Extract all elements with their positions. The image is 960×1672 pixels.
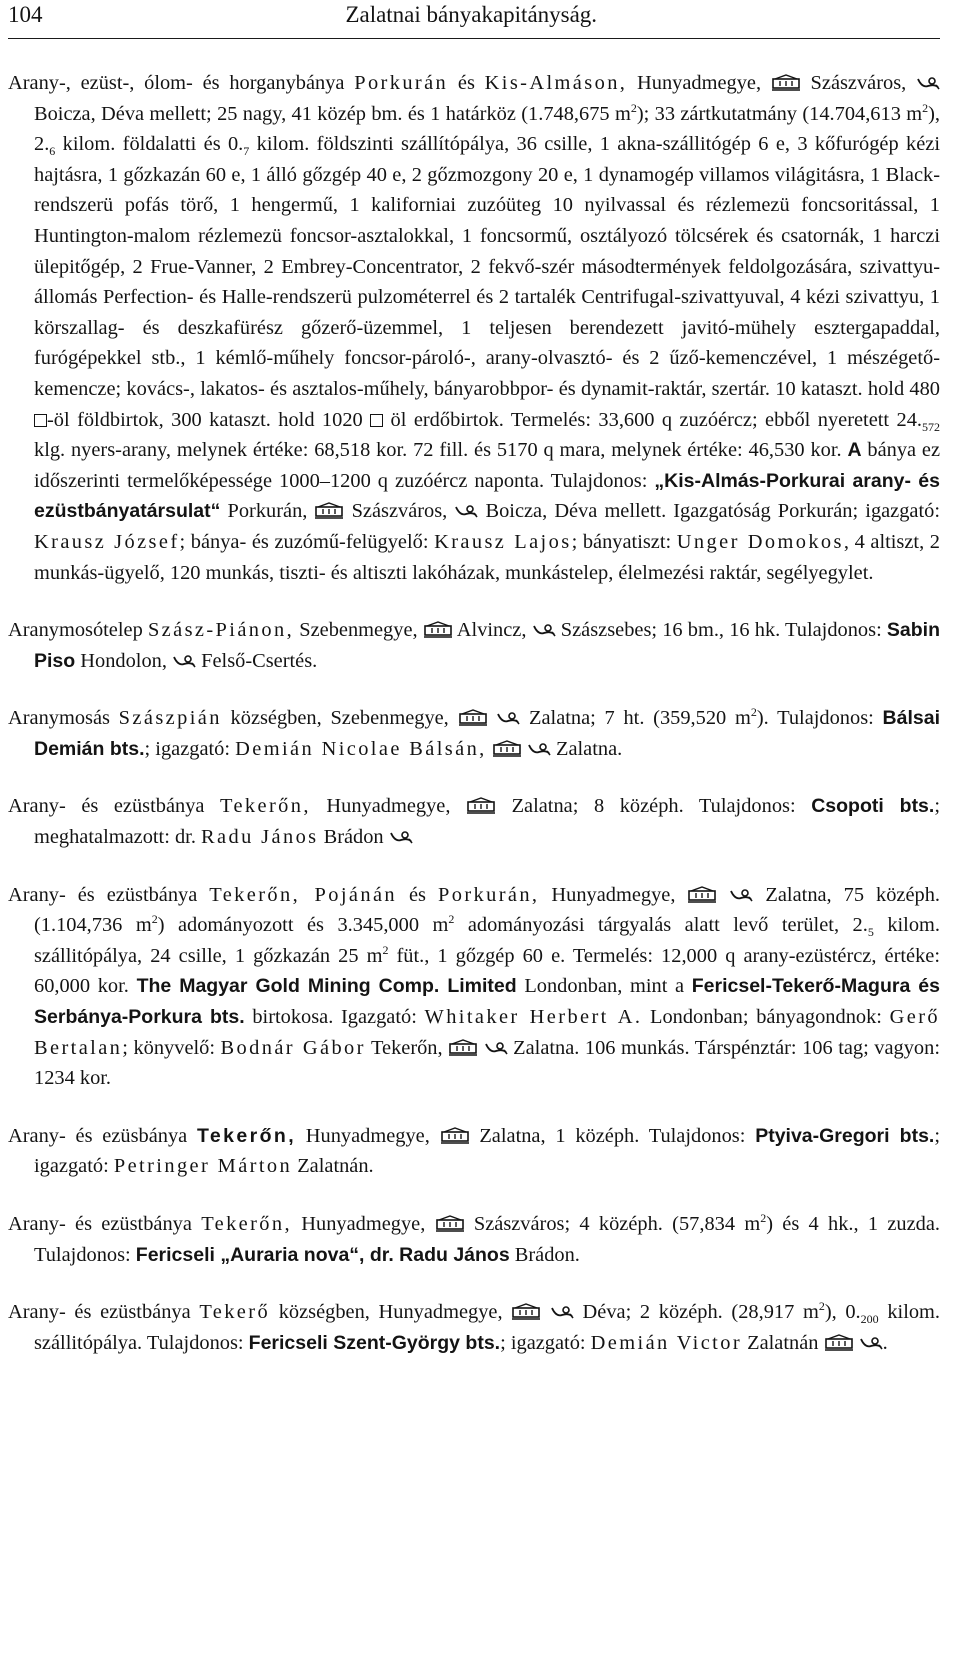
entry-text: Aranymosás Szászpián községben, Szebenmegye, Zalatna; 7 ht. (359,520 $m^2$). Tulajdonos: Bálsai Demián bts.; igazgató: Demián Nicolae Bálsán, Zalatna. — [8, 705, 940, 760]
post-horn-icon — [550, 1305, 574, 1319]
railway-station-icon — [771, 74, 801, 92]
page-number: 104 — [8, 2, 43, 27]
railway-station-icon — [458, 709, 488, 727]
entry-text: Arany- és ezüsbánya Tekerőn, Hunyadmegye, Zalatna, 1 középh. Tulajdonos: Ptyiva-Gregori bts.; igazgató: Petringer Márton Zalatnán. — [8, 1124, 940, 1178]
entry-tekeron-csopoti — [8, 791, 940, 852]
railway-station-icon — [423, 621, 453, 639]
entry-text: Aranymosótelep Szász-Piánon, Szebenmegye, Alvincz, Szászsebes; 16 bm., 16 hk. Tulajdonos: Sabin Piso Hondolon, Felső-Csertés. — [8, 619, 940, 672]
post-horn-icon — [454, 504, 478, 518]
railway-station-icon — [435, 1215, 465, 1233]
railway-station-icon — [314, 502, 344, 520]
page-title: Zalatnai bányakapitányság. — [345, 2, 598, 27]
post-horn-icon — [389, 830, 413, 844]
entry-text: Arany- és ezüstbánya Tekerőn, Pojánán és Porkurán, Hunyadmegye, Zalatna, 75 középh. (1.104,736 $m^2$) adományozott és 3.345,000 $m^2$ adományozási tárgyalás alatt levő terület, $2._5$ kilom. szállitópálya, 24 csille, 1 gőzkazán 25 $m^2$ füt., 1 gőzgép 60 e. Termelés: 12,000 q arany-ezüstércz, értéke: 60,000 kor. The Magyar Gold Mining Comp. Limited Londonban, mint a Fericsel-Tekerő-Magura és Serbánya-Porkura bts. birtokosa. Igazgató: Whitaker Herbert A. Londonban; bányagondnok: Gerő Bertalan; könyvelő: Bodnár Gábor Tekerőn, Zalatna. 106 munkás. Társpénztár: 106 tag; vagyon: 1234 kor. — [8, 883, 941, 1090]
square-unit-icon — [370, 414, 383, 427]
header-rule — [8, 38, 940, 39]
railway-station-icon — [448, 1039, 478, 1057]
entry-text: Arany- és ezüstbánya Tekerőn, Hunyadmegye, Zalatna; 8 középh. Tulajdonos: Csopoti bts.; meghatalmazott: dr. Radu János Brádon — [8, 795, 940, 849]
railway-station-icon — [511, 1303, 541, 1321]
post-horn-icon — [729, 888, 753, 902]
entry-text: Arany- és ezüstbánya Tekerő községben, Hunyadmegye, Déva; 2 középh. (28,917 $m^2$), $0._{200}$ kilom. szállitópálya. Tulajdonos: Fericseli Szent-György bts.; igazgató: Demián Victor Zalatnán . — [8, 1299, 941, 1354]
railway-station-icon — [466, 797, 496, 815]
post-horn-icon — [172, 654, 196, 668]
railway-station-icon — [440, 1127, 470, 1145]
post-horn-icon — [496, 711, 520, 725]
entry-aranymosotelep — [8, 615, 940, 676]
post-horn-icon — [532, 623, 556, 637]
page-header — [8, 0, 940, 38]
square-unit-icon — [34, 414, 47, 427]
railway-station-icon — [687, 886, 717, 904]
entry-aranymosas — [8, 703, 940, 764]
post-horn-icon — [484, 1041, 508, 1055]
entry-tekeron-ptyiva — [8, 1121, 940, 1182]
entry-tekeron-auraria — [8, 1209, 940, 1270]
entry-tekero-szent-gyorgy — [8, 1297, 940, 1358]
entry-text: Arany-, ezüst-, ólom- és horganybánya Porkurán és Kis-Almáson, Hunyadmegye, Szászváros, Boicza, Déva mellett; 25 nagy, 41 közép bm. és 1 határköz (1.748,675 $m^2$); 33 zártkutatmány (14.704,613 $m^2$), $2._6$ kilom. földalatti és $0._7$ kilom. földszinti szállítópálya, 36 csille, 1 akna-szállitógép 6 e, 3 kőfurógép kézi hajtásra, 1 gőzkazán 60 e, 1 álló gőzgép 40 e, 2 gőzmozgony 20 e, 1 dynamogép villamos világitásra, 1 Black-rendszerü pofás törő, 1 hengermű, 1 kaliforniai zuzóüteg 10 nyilvassal és rézlemezü foncsoritással, 1 Huntington-malom rézlemezü foncsor-asztalokkal, 1 foncsormű, osztályozó tölcsérek és csatornák, 1 harczi ülepitőgép, 2 Frue-Vanner, 2 Embrey-Concentrator, 2 fekvő-szér másodtermények feldolgozására, szivattyu-állomás Perfection- és Halle-rendszerü pulzométerrel és 2 tartalék Centrifugal-szivattyuval, 4 kézi szivattyu, 1 körszallag- és deszkafürész gőzerő-üzemmel, 1 teljesen berendezett javitó-mühely esztergapaddal, furógépekkel stb., 1 kémlő-műhely foncsor-pároló-, arany-olvasztó- és 2 űző-kemenczével, 1 mészégető-kemencze; kovács-, lakatos- és asztalos-műhely, bányarobbpor- és dynamit-raktár, szertár. 10 kataszt. hold 480 -öl földbirtok, 300 kataszt. hold 1020 öl erdőbirtok. Termelés: 33,600 q zuzóércz; ebből nyeretett $24._{572}$ klg. nyers-arany, melynek értéke: 68,518 kor. 72 fill. és 5170 q mara, melynek értéke: 46,530 kor. A bánya ez időszerinti termelőképessége 1000–1200 q zuzóércz naponta. Tulajdonos: „Kis-Almás-Porkurai arany- és ezüstbányatársulat“ Porkurán, Szászváros, Boicza, Déva mellett. Igazgatóság Porkurán; igazgató: Krausz József; bánya- és zuzómű-felügyelő: Krausz Lajos; bányatiszt: Unger Domokos, 4 altiszt, 2 munkás-ügyelő, 120 munkás, tiszti- és altiszti lakóházak, munkástelep, élelmezési raktár, segélyegylet. — [8, 72, 941, 584]
entry-text: Arany- és ezüstbánya Tekerőn, Hunyadmegye, Szászváros; 4 középh. (57,834 $m^2$) és 4 hk., 1 zuzda. Tulajdonos: Fericseli „Auraria nova“, dr. Radu János Brádon. — [8, 1211, 941, 1266]
entry-porkuran — [8, 68, 940, 588]
railway-station-icon — [492, 740, 522, 758]
entry-tekeron-magyar-gold — [8, 880, 940, 1094]
post-horn-icon — [916, 76, 940, 90]
railway-station-icon — [824, 1334, 854, 1352]
post-horn-icon — [527, 742, 551, 756]
post-horn-icon — [859, 1336, 883, 1350]
